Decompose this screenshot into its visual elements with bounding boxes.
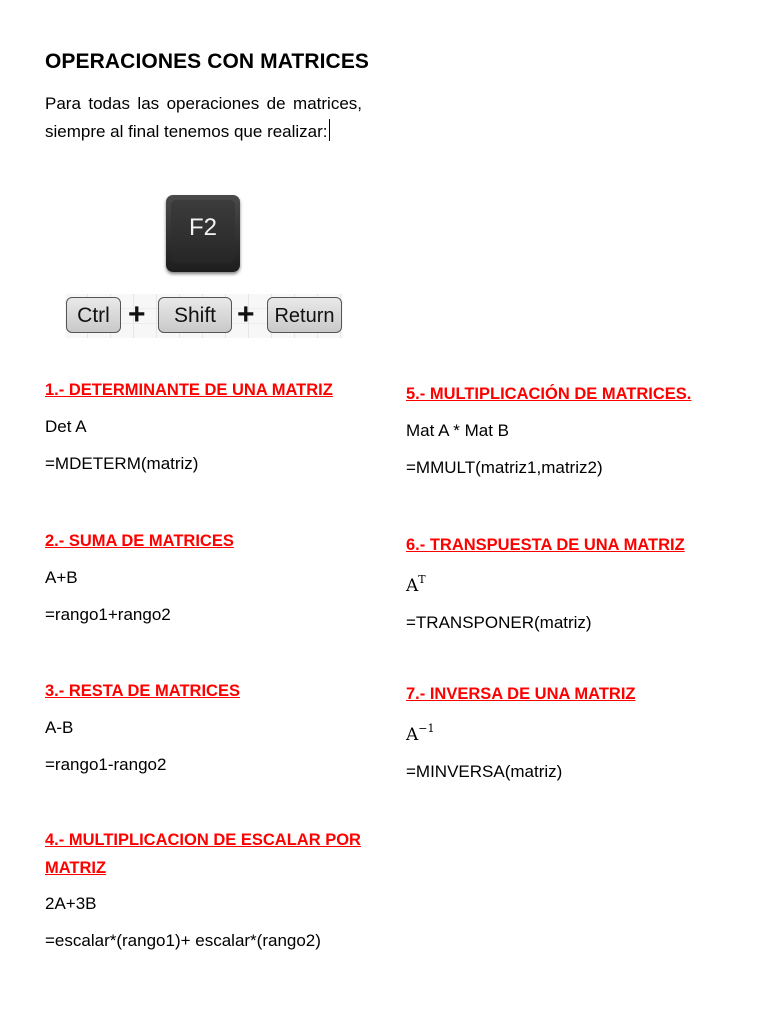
- expression-superscript: T: [418, 573, 426, 586]
- section-title: 2.- SUMA DE MATRICES: [45, 532, 234, 550]
- section-title: 1.- DETERMINANTE DE UNA MATRIZ: [45, 381, 333, 399]
- shift-key: Shift: [158, 297, 232, 333]
- f2-key-label: F2: [171, 200, 235, 263]
- section-expression: Mat A * Mat B: [406, 421, 509, 440]
- section-resta: [45, 677, 240, 776]
- section-formula: =MINVERSA(matriz): [406, 762, 563, 781]
- plus-sign-2: +: [237, 298, 255, 331]
- section-formula: =MDETERM(matriz): [45, 454, 199, 473]
- section-determinante: [45, 376, 333, 475]
- ctrl-key: Ctrl: [66, 297, 121, 333]
- section-escalar: [45, 826, 365, 952]
- section-formula: =escalar*(rango1)+ escalar*(rango2): [45, 931, 321, 950]
- keyboard-shortcut-image: [65, 294, 343, 338]
- section-formula: =rango1+rango2: [45, 605, 171, 624]
- section-formula: =TRANSPONER(matriz): [406, 613, 592, 632]
- expression-superscript: −1: [418, 722, 435, 735]
- section-title: 5.- MULTIPLICACIÓN DE MATRICES.: [406, 385, 692, 403]
- section-formula: =MMULT(matriz1,matriz2): [406, 458, 603, 477]
- section-multiplicacion: [406, 380, 691, 479]
- expression-base: A: [406, 725, 419, 745]
- section-title: 7.- INVERSA DE UNA MATRIZ: [406, 685, 636, 703]
- section-expression: 2A+3B: [45, 894, 97, 913]
- section-expression: A-B: [45, 718, 74, 737]
- section-inversa: [406, 680, 635, 783]
- section-transpuesta: [406, 531, 685, 634]
- intro-paragraph: [45, 90, 362, 146]
- return-key: Return: [267, 297, 342, 333]
- section-formula: =rango1-rango2: [45, 755, 167, 774]
- intro-text: Para todas las operaciones de matrices, siempre al final tenemos que realizar:: [45, 94, 362, 141]
- section-expression: [406, 569, 685, 597]
- section-suma: [45, 527, 234, 626]
- section-title: 6.- TRANSPUESTA DE UNA MATRIZ: [406, 536, 685, 554]
- section-expression: [406, 718, 635, 746]
- section-expression: A+B: [45, 568, 78, 587]
- plus-sign-1: +: [128, 298, 146, 331]
- page-title: OPERACIONES CON MATRICES: [45, 50, 370, 73]
- expression-base: A: [406, 576, 419, 596]
- section-title: 3.- RESTA DE MATRICES: [45, 682, 240, 700]
- section-title: 4.- MULTIPLICACION DE ESCALAR POR MATRIZ: [45, 831, 361, 877]
- f2-key-image: [166, 195, 240, 272]
- text-cursor: [329, 119, 330, 141]
- section-expression: Det A: [45, 417, 87, 436]
